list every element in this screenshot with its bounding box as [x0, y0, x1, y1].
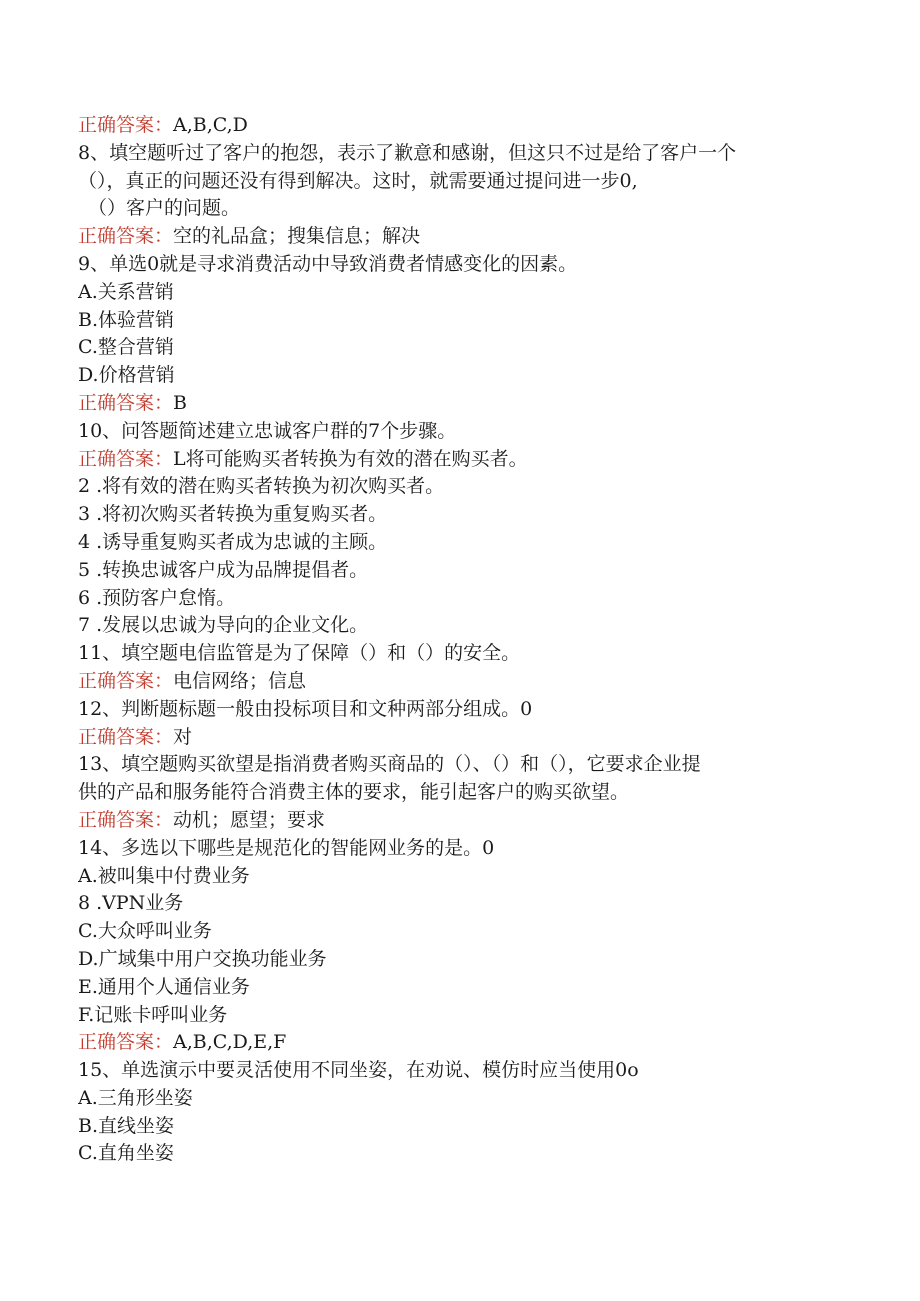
line-text: A.三角形坐姿 [78, 1086, 193, 1109]
line-text: （），真正的问题还没有得到解决。这时，就需要通过提问进一步0, [78, 169, 638, 192]
answer-text: B [173, 391, 187, 414]
text-line [78, 918, 838, 946]
text-line [78, 585, 838, 613]
text-line [78, 307, 838, 335]
text-line [78, 195, 838, 223]
line-text: 8、填空题听过了客户的抱怨，表示了歉意和感谢，但这只不过是给了客户一个 [78, 141, 737, 164]
line-text: C.直角坐姿 [78, 1142, 174, 1165]
line-text: C.大众呼叫业务 [78, 920, 212, 943]
answer-text: 电信网络；信息 [173, 669, 307, 692]
document-body [78, 112, 838, 1168]
answer-label: 正确答案： [78, 225, 174, 248]
answer-label: 正确答案： [78, 447, 174, 470]
text-line [78, 334, 838, 362]
line-text: （）客户的问题。 [88, 197, 241, 220]
line-text: B.体验营销 [78, 308, 175, 331]
text-line [78, 168, 838, 196]
line-text: E.通用个人通信业务 [78, 975, 250, 998]
line-text: 供的产品和服务能符合消费主体的要求，能引起客户的购买欲望。 [78, 781, 630, 804]
line-text: 2 .将有效的潜在购买者转换为初次购买者。 [78, 475, 445, 498]
line-text: C.整合营销 [78, 336, 174, 359]
line-text: A.被叫集中付费业务 [78, 864, 250, 887]
text-line [78, 1057, 838, 1085]
text-line [78, 779, 838, 807]
text-line [78, 696, 838, 724]
answer-text: 空的礼品盒；搜集信息；解决 [173, 225, 421, 248]
line-text: 5 .转换忠诚客户成为品牌提倡者。 [78, 558, 369, 581]
answer-line [78, 724, 838, 752]
answer-label: 正确答案： [78, 725, 174, 748]
line-text: 8 .VPN业务 [78, 892, 184, 915]
line-text: 7 .发展以忠诚为导向的企业文化。 [78, 614, 369, 637]
answer-text: 动机；愿望；要求 [173, 808, 326, 831]
text-line [78, 557, 838, 585]
text-line [78, 418, 838, 446]
answer-label: 正确答案： [78, 391, 174, 414]
text-line [78, 1002, 838, 1030]
line-text: F.记账卡呼叫业务 [78, 1003, 228, 1026]
text-line [78, 279, 838, 307]
text-line [78, 1085, 838, 1113]
line-text: 4 .诱导重复购买者成为忠诚的主顾。 [78, 530, 388, 553]
line-text: D.广域集中用户交换功能业务 [78, 947, 327, 970]
text-line [78, 362, 838, 390]
answer-text: L将可能购买者转换为有效的潜在购买者。 [173, 447, 528, 470]
text-line [78, 835, 838, 863]
text-line [78, 751, 838, 779]
line-text: 12、判断题标题一般由投标项目和文种两部分组成。0 [78, 697, 533, 720]
answer-line [78, 390, 838, 418]
answer-line [78, 807, 838, 835]
line-text: 10、问答题简述建立忠诚客户群的7个步骤。 [78, 419, 457, 442]
answer-text: A,B,C,D [173, 114, 248, 136]
text-line [78, 1140, 838, 1168]
text-line [78, 1113, 838, 1141]
text-line [78, 529, 838, 557]
answer-label: 正确答案： [78, 114, 174, 136]
line-text: 6 .预防客户怠惰。 [78, 586, 236, 609]
text-line [78, 974, 838, 1002]
text-line [78, 863, 838, 891]
line-text: A.关系营销 [78, 280, 174, 303]
answer-line [78, 668, 838, 696]
line-text: 9、单选0就是寻求消费活动中导致消费者情感变化的因素。 [78, 252, 578, 275]
text-line [78, 140, 838, 168]
text-line [78, 640, 838, 668]
line-text: 14、多选以下哪些是规范化的智能网业务的是。0 [78, 836, 495, 859]
text-line [78, 251, 838, 279]
line-text: 11、填空题电信监管是为了保障（）和（）的安全。 [78, 642, 521, 665]
answer-label: 正确答案： [78, 1031, 174, 1054]
text-line [78, 612, 838, 640]
line-text: D.价格营销 [78, 364, 175, 387]
answer-label: 正确答案： [78, 669, 174, 692]
text-line [78, 890, 838, 918]
text-line [78, 946, 838, 974]
answer-line [78, 112, 838, 140]
answer-text: 对 [173, 725, 193, 748]
line-text: 15、单选演示中要灵活使用不同坐姿，在劝说、模仿时应当使用0o [78, 1059, 639, 1082]
answer-text: A,B,C,D,E,F [173, 1031, 287, 1054]
line-text: 3 .将初次购买者转换为重复购买者。 [78, 503, 388, 526]
text-line [78, 501, 838, 529]
text-line [78, 473, 838, 501]
answer-label: 正确答案： [78, 808, 174, 831]
answer-line [78, 446, 838, 474]
line-text: 13、填空题购买欲望是指消费者购买商品的（）、（）和（），它要求企业提 [78, 753, 701, 776]
answer-line [78, 223, 838, 251]
answer-line [78, 1029, 838, 1057]
line-text: B.直线坐姿 [78, 1114, 175, 1137]
